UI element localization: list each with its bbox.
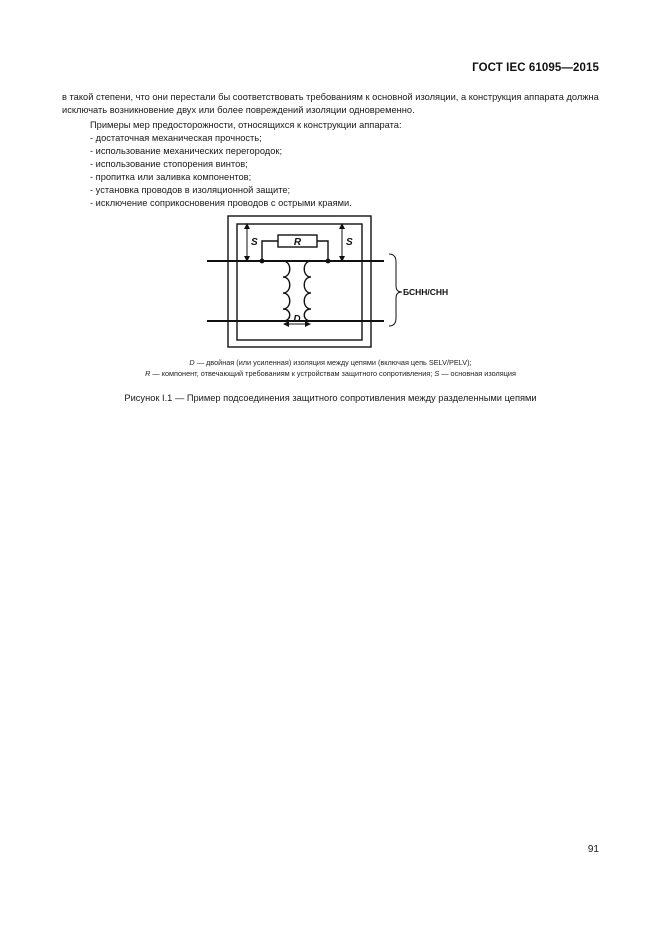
page-number: 91: [587, 844, 599, 855]
label-d: D: [293, 314, 301, 325]
list-item: - использование стопорения винтов;: [90, 159, 248, 169]
figure-legend: [62, 357, 599, 379]
primary-coil: [277, 261, 290, 321]
side-label-selv: БСНН/СНН: [403, 287, 449, 297]
paragraph-continuation: в такой степени, что они перестали бы соответствовать требованиям к основной изоляции, а конструкция аппарата должна исключать возникновение двух или более повреждений изоляции одновременно.: [62, 92, 599, 115]
circuit-figure: [200, 212, 480, 352]
paragraph-examples-intro: Примеры мер предосторожности, относящихся к конструкции аппарата:: [90, 120, 402, 130]
label-s-right: S: [346, 237, 353, 248]
list-item: - исключение соприкосновения проводов с острыми краями.: [90, 198, 352, 208]
list-item: - установка проводов в изоляционной защите;: [90, 185, 291, 195]
junction-dot: [260, 259, 265, 264]
figure-caption: Рисунок I.1 — Пример подсоединения защитного сопротивления между разделенными цепями: [124, 393, 537, 403]
junction-dot: [326, 259, 331, 264]
list-item: - достаточная механическая прочность;: [90, 133, 262, 143]
resistor-label: R: [293, 237, 302, 248]
legend-symbol-d: D: [189, 358, 195, 367]
legend-text-d: — двойная (или усиленная) изоляция между цепями (включая цепь SELV/PELV);: [194, 358, 472, 367]
legend-text-r: — компонент, отвечающий требованиям к устройствам защитного сопротивления;: [150, 369, 435, 378]
legend-line-r-s: [62, 368, 599, 379]
circuit-brace: [389, 254, 402, 326]
resistor-lead-right: [317, 241, 328, 261]
legend-symbol-r: R: [145, 369, 151, 378]
body-text: [62, 91, 602, 210]
list-item: - использование механических перегородок;: [90, 146, 283, 156]
legend-symbol-s: S: [434, 369, 440, 378]
secondary-coil: [304, 261, 317, 321]
label-s-left: S: [251, 237, 258, 248]
list-item: - пропитка или заливка компонентов;: [90, 172, 252, 182]
resistor-lead-left: [262, 241, 278, 261]
legend-text-s: — основная изоляция: [439, 369, 516, 378]
measures-list: [62, 132, 602, 210]
document-header: ГОСТ IEC 61095—2015: [472, 62, 599, 74]
circuit-diagram: [200, 212, 480, 352]
legend-line-d: [62, 357, 599, 368]
